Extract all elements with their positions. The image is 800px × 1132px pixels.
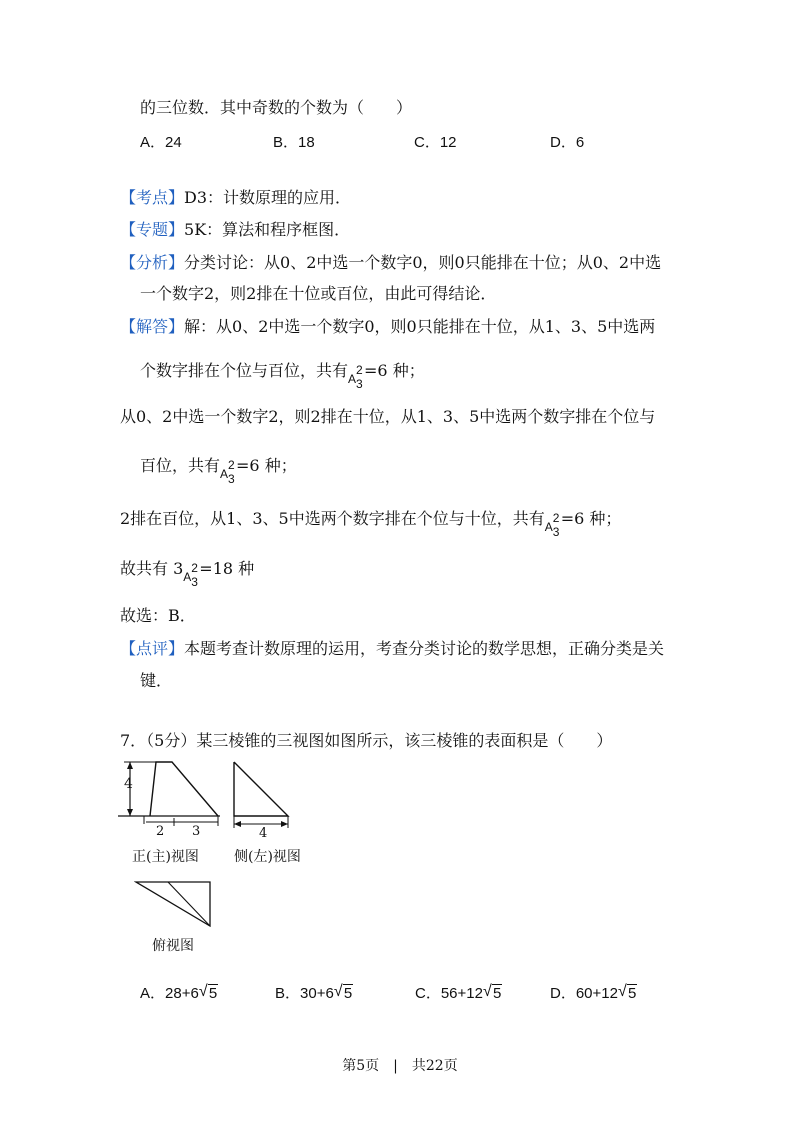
q7-option-b [275, 982, 353, 1003]
fenxi-line1: 分类讨论：从0、2中选一个数字0，则0只能排在十位；从0、2中选 [184, 253, 662, 272]
jieda-line4-text: 百位，共有 [140, 456, 221, 475]
perm-sub: 3 [356, 376, 363, 391]
top-inner-edge [168, 882, 210, 926]
jieda-line5-text: 2排在百位，从1、3、5中选两个数字排在个位与十位，共有 [120, 509, 545, 528]
option-letter: A． [140, 985, 166, 1002]
front-outline [150, 762, 218, 816]
jieda-line2-text: 个数字排在个位与百位，共有 [140, 361, 349, 380]
perm-sup: 2 [552, 510, 560, 525]
q7-option-c [415, 982, 502, 1003]
perm-sub: 3 [228, 471, 235, 486]
jieda-line6-result: =18 种 [199, 559, 255, 578]
option-radicand: 5 [208, 985, 218, 1002]
permutation-symbol [220, 456, 236, 486]
option-radicand: 5 [343, 985, 353, 1002]
jieda-section [120, 316, 655, 338]
jieda-line7: 故选：B． [120, 606, 196, 625]
top-outline [136, 882, 210, 926]
jieda-tag: 【解答】 [120, 317, 185, 336]
zhuanti-text: 5K：算法和程序框图． [184, 220, 351, 239]
permutation-symbol [348, 361, 364, 391]
side-arrow-left [234, 821, 241, 827]
q6-option-a: A．24 [140, 134, 182, 151]
perm-sup: 2 [228, 457, 235, 472]
permutation-symbol [544, 509, 561, 539]
q6-option-d: D．6 [550, 134, 585, 151]
jieda-line2 [140, 360, 425, 391]
option-letter: C． [415, 985, 441, 1002]
side-outline [234, 762, 288, 816]
perm-a: A [220, 466, 229, 481]
perm-a: A [348, 371, 357, 386]
dim-b-label: 3 [192, 824, 201, 839]
jieda-line3: 从0、2中选一个数字2，则2排在十位，从1、3、5中选两个数字排在个位与 [120, 407, 656, 426]
perm-sup: 2 [191, 560, 198, 575]
perm-sub: 3 [552, 524, 560, 539]
dianping-line2: 键． [140, 671, 173, 690]
perm-sup: 2 [356, 362, 363, 377]
q7-stem: 7．（5分）某三棱锥的三视图如图所示，该三棱锥的表面积是（ ） [120, 731, 613, 750]
q6-stem-tail: 的三位数．其中奇数的个数为（ ） [140, 98, 413, 117]
dim-a-label: 2 [156, 824, 165, 839]
q7-option-d [550, 982, 637, 1003]
front-arrowhead-bottom [127, 809, 133, 816]
q7-option-a [140, 982, 218, 1003]
kaodian-text: D3：计数原理的应用． [184, 188, 352, 207]
option-value: 56+12 [440, 985, 483, 1002]
front-view-figure [118, 758, 228, 838]
q6-option-c: C．12 [414, 134, 457, 151]
q6-option-b: B．18 [273, 134, 315, 151]
page-footer: 第5页 | 共22页 [342, 1058, 458, 1074]
dim-height-label: 4 [124, 776, 133, 792]
jieda-line4-result: =6 种； [236, 456, 297, 475]
jieda-line2-result: =6 种； [364, 361, 425, 380]
perm-sub: 3 [191, 574, 198, 589]
option-letter: D． [550, 985, 576, 1002]
perm-a: A [183, 569, 192, 584]
option-value: 60+12 [575, 985, 618, 1002]
jieda-line1: 解：从0、2中选一个数字0，则0只能排在十位，从1、3、5中选两 [184, 317, 656, 336]
dianping-section [120, 638, 664, 660]
fenxi-section [120, 252, 661, 274]
option-value: 30+6 [300, 985, 334, 1002]
top-view-figure [134, 880, 214, 930]
side-arrow-right [281, 821, 288, 827]
jieda-line6 [120, 558, 255, 589]
jieda-line5 [120, 508, 622, 539]
perm-a: A [544, 519, 553, 534]
dianping-line1: 本题考查计数原理的运用，考查分类讨论的数学思想，正确分类是关 [184, 639, 665, 658]
zhuanti-tag: 【专题】 [120, 220, 185, 239]
jieda-line5-result: =6 种； [560, 509, 622, 528]
fenxi-tag: 【分析】 [120, 253, 185, 272]
option-radicand: 5 [492, 985, 502, 1002]
jieda-line6-text: 故共有 3 [120, 559, 184, 578]
front-arrowhead-top [127, 762, 133, 769]
kaodian-tag: 【考点】 [120, 188, 185, 207]
top-view-label: 俯视图 [152, 938, 194, 954]
side-view-label: 侧(左)视图 [234, 849, 301, 865]
jieda-line4 [140, 455, 297, 486]
dim-side-label: 4 [259, 826, 268, 841]
permutation-symbol [183, 559, 199, 589]
fenxi-line2: 一个数字2，则2排在十位或百位，由此可得结论． [140, 284, 497, 303]
option-radicand: 5 [627, 985, 637, 1002]
zhuanti-section [120, 219, 350, 241]
option-letter: B． [275, 985, 301, 1002]
option-value: 28+6 [165, 985, 199, 1002]
dianping-tag: 【点评】 [120, 639, 185, 658]
kaodian-section [120, 187, 351, 209]
front-view-label: 正(主)视图 [132, 849, 199, 865]
